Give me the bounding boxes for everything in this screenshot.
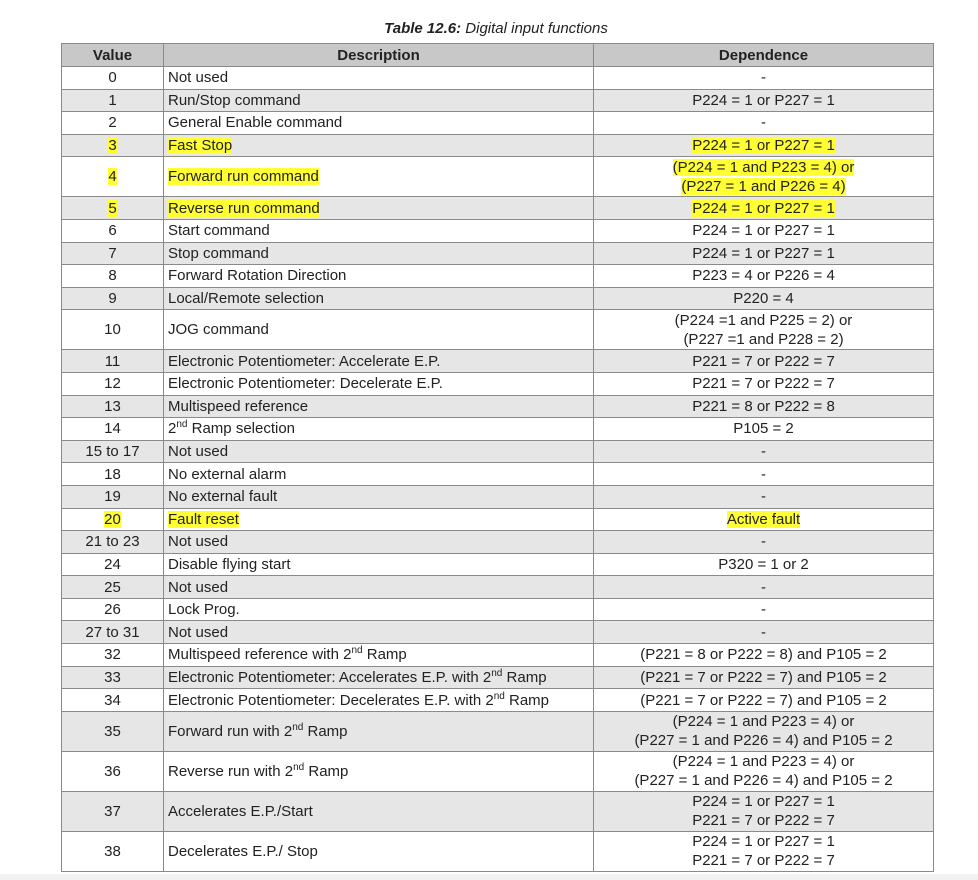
value-text: 38	[104, 842, 121, 860]
table-row	[62, 242, 934, 265]
cell-value	[62, 197, 164, 220]
dependence-line: (P224 =1 and P225 = 2) or	[674, 311, 853, 329]
value-text: 36	[104, 762, 121, 780]
dependence-line: -	[761, 488, 766, 506]
cell-value	[62, 576, 164, 599]
table-row	[62, 485, 934, 508]
dependence-line: P224 = 1 or P227 = 1	[692, 91, 835, 109]
dependence-line: -	[761, 114, 766, 132]
table-row	[62, 576, 934, 599]
dependence-line: -	[761, 578, 766, 596]
value-text: 24	[104, 555, 121, 573]
description-text: Stop command	[168, 244, 269, 262]
cell-value	[62, 463, 164, 486]
cell-value	[62, 508, 164, 531]
dependence-line: (P227 = 1 and P226 = 4)	[681, 177, 846, 195]
cell-description	[164, 791, 594, 831]
dependence-line: -	[761, 601, 766, 619]
dependence-line: P220 = 4	[733, 290, 794, 308]
dependence-line: P224 = 1 or P227 = 1	[692, 833, 835, 851]
value-text: 21 to 23	[85, 533, 140, 551]
value-text: 34	[104, 691, 121, 709]
cell-dependence	[594, 791, 934, 831]
description-text: Fast Stop	[168, 137, 233, 155]
dependence-line: -	[761, 533, 766, 551]
table-row	[62, 463, 934, 486]
cell-description	[164, 350, 594, 373]
value-text: 20	[104, 510, 121, 528]
cell-dependence	[594, 219, 934, 242]
cell-description	[164, 242, 594, 265]
table-row	[62, 791, 934, 831]
value-text: 6	[108, 222, 117, 240]
cell-description	[164, 89, 594, 112]
cell-dependence	[594, 711, 934, 751]
table-body	[62, 67, 934, 872]
cell-value	[62, 350, 164, 373]
cell-value	[62, 242, 164, 265]
description-text: JOG command	[168, 321, 269, 339]
description-text: General Enable command	[168, 114, 343, 132]
value-text: 8	[108, 267, 117, 285]
value-text: 12	[104, 375, 121, 393]
cell-dependence	[594, 831, 934, 871]
cell-value	[62, 219, 164, 242]
dependence-line: P221 = 8 or P222 = 8	[692, 397, 835, 415]
dependence-line: P221 = 7 or P222 = 7	[692, 852, 835, 870]
cell-dependence	[594, 242, 934, 265]
value-text: 13	[104, 397, 121, 415]
cell-value	[62, 112, 164, 135]
dependence-line: -	[761, 443, 766, 461]
cell-description	[164, 418, 594, 441]
cell-value	[62, 485, 164, 508]
cell-value	[62, 157, 164, 197]
cell-value	[62, 711, 164, 751]
table-row	[62, 666, 934, 689]
dependence-line: (P227 = 1 and P226 = 4) and P105 = 2	[634, 772, 893, 790]
cell-value	[62, 418, 164, 441]
dependence-line: P224 = 1 or P227 = 1	[692, 199, 835, 217]
value-text: 37	[104, 802, 121, 820]
table-row	[62, 395, 934, 418]
value-text: 0	[108, 69, 117, 87]
cell-dependence	[594, 89, 934, 112]
description-text: Electronic Potentiometer: Accelerate E.P.	[168, 352, 441, 370]
description-text: No external fault	[168, 488, 278, 506]
cell-value	[62, 666, 164, 689]
table-row	[62, 831, 934, 871]
description-text: Fault reset	[168, 510, 239, 528]
cell-value	[62, 134, 164, 157]
description-text: Not used	[168, 443, 229, 461]
value-text: 32	[104, 646, 121, 664]
cell-description	[164, 553, 594, 576]
description-text: Electronic Potentiometer: Decelerates E.P. with 2nd Ramp	[168, 690, 550, 709]
header-description: Description	[164, 44, 594, 67]
page-bottom-edge	[0, 874, 978, 880]
value-text: 19	[104, 488, 121, 506]
dependence-line: P221 = 7 or P222 = 7	[692, 375, 835, 393]
cell-dependence	[594, 395, 934, 418]
table-row	[62, 553, 934, 576]
description-text: Disable flying start	[168, 555, 291, 573]
cell-dependence	[594, 598, 934, 621]
table-row	[62, 689, 934, 712]
value-text: 35	[104, 722, 121, 740]
dependence-line: -	[761, 623, 766, 641]
header-value: Value	[62, 44, 164, 67]
table-row	[62, 67, 934, 90]
dependence-line: (P227 =1 and P228 = 2)	[683, 330, 844, 348]
dependence-line: P221 = 7 or P222 = 7	[692, 812, 835, 830]
table-header-row	[62, 44, 934, 67]
cell-value	[62, 310, 164, 350]
dependence-line: P221 = 7 or P222 = 7	[692, 352, 835, 370]
cell-dependence	[594, 67, 934, 90]
table-row	[62, 89, 934, 112]
cell-description	[164, 372, 594, 395]
table-row	[62, 711, 934, 751]
value-text: 33	[104, 668, 121, 686]
value-text: 11	[104, 352, 121, 370]
cell-description	[164, 287, 594, 310]
cell-dependence	[594, 553, 934, 576]
table-row	[62, 157, 934, 197]
cell-description	[164, 485, 594, 508]
value-text: 1	[108, 91, 117, 109]
cell-dependence	[594, 134, 934, 157]
dependence-line: (P224 = 1 and P223 = 4) or	[672, 713, 855, 731]
dependence-line: P224 = 1 or P227 = 1	[692, 793, 835, 811]
digital-input-functions-table	[61, 43, 934, 872]
value-text: 25	[104, 578, 121, 596]
header-dependence: Dependence	[594, 44, 934, 67]
dependence-line: P105 = 2	[733, 420, 794, 438]
value-text: 14	[104, 420, 121, 438]
cell-dependence	[594, 350, 934, 373]
cell-value	[62, 791, 164, 831]
table-row	[62, 508, 934, 531]
cell-description	[164, 463, 594, 486]
cell-dependence	[594, 197, 934, 220]
cell-dependence	[594, 751, 934, 791]
description-text: Accelerates E.P./Start	[168, 802, 313, 820]
cell-dependence	[594, 621, 934, 644]
cell-dependence	[594, 485, 934, 508]
description-text: 2nd Ramp selection	[168, 419, 296, 438]
cell-dependence	[594, 689, 934, 712]
table-caption	[0, 20, 978, 37]
cell-description	[164, 219, 594, 242]
cell-description	[164, 265, 594, 288]
table-row	[62, 644, 934, 667]
cell-description	[164, 689, 594, 712]
value-text: 10	[104, 321, 121, 339]
cell-dependence	[594, 418, 934, 441]
value-text: 18	[104, 465, 121, 483]
value-text: 7	[108, 244, 117, 262]
table-row	[62, 440, 934, 463]
table-row	[62, 265, 934, 288]
description-text: Electronic Potentiometer: Decelerate E.P.	[168, 375, 443, 393]
table-row	[62, 418, 934, 441]
table-row	[62, 219, 934, 242]
description-text: Start command	[168, 222, 270, 240]
cell-description	[164, 157, 594, 197]
cell-description	[164, 508, 594, 531]
table-row	[62, 531, 934, 554]
table-row	[62, 372, 934, 395]
cell-description	[164, 112, 594, 135]
description-text: Multispeed reference with 2nd Ramp	[168, 645, 407, 664]
cell-dependence	[594, 463, 934, 486]
dependence-line: P224 = 1 or P227 = 1	[692, 244, 835, 262]
cell-value	[62, 831, 164, 871]
cell-value	[62, 372, 164, 395]
cell-dependence	[594, 287, 934, 310]
cell-description	[164, 197, 594, 220]
table-caption-label: Table 12.6:	[384, 20, 462, 37]
dependence-line: P224 = 1 or P227 = 1	[692, 137, 835, 155]
cell-dependence	[594, 576, 934, 599]
description-text: Reverse run with 2nd Ramp	[168, 761, 349, 780]
description-text: Electronic Potentiometer: Accelerates E.P. with 2nd Ramp	[168, 667, 547, 686]
description-text: Decelerates E.P./ Stop	[168, 842, 318, 860]
cell-dependence	[594, 157, 934, 197]
table-row	[62, 621, 934, 644]
value-text: 15 to 17	[85, 443, 140, 461]
description-text: Reverse run command	[168, 199, 320, 217]
description-text: Forward run with 2nd Ramp	[168, 721, 348, 740]
cell-value	[62, 287, 164, 310]
description-text: Forward run command	[168, 168, 319, 186]
value-text: 9	[108, 290, 117, 308]
cell-value	[62, 531, 164, 554]
table-row	[62, 197, 934, 220]
cell-description	[164, 67, 594, 90]
cell-dependence	[594, 112, 934, 135]
table-row	[62, 751, 934, 791]
cell-dependence	[594, 666, 934, 689]
dependence-line: (P224 = 1 and P223 = 4) or	[672, 158, 855, 176]
value-text: 2	[108, 114, 117, 132]
cell-description	[164, 440, 594, 463]
table-row	[62, 350, 934, 373]
value-text: 5	[108, 199, 117, 217]
cell-dependence	[594, 644, 934, 667]
description-text: Not used	[168, 533, 229, 551]
description-text: Run/Stop command	[168, 91, 301, 109]
description-text: Multispeed reference	[168, 397, 309, 415]
cell-value	[62, 67, 164, 90]
table-row	[62, 134, 934, 157]
table-row	[62, 112, 934, 135]
description-text: Not used	[168, 623, 229, 641]
cell-value	[62, 621, 164, 644]
dependence-line: P224 = 1 or P227 = 1	[692, 222, 835, 240]
dependence-line: -	[761, 69, 766, 87]
cell-value	[62, 689, 164, 712]
cell-value	[62, 89, 164, 112]
cell-dependence	[594, 531, 934, 554]
dependence-line: P320 = 1 or 2	[718, 555, 809, 573]
cell-description	[164, 134, 594, 157]
table-caption-text: Digital input functions	[461, 20, 608, 37]
cell-description	[164, 644, 594, 667]
cell-value	[62, 265, 164, 288]
description-text: Lock Prog.	[168, 601, 240, 619]
cell-description	[164, 621, 594, 644]
dependence-line: Active fault	[726, 510, 801, 528]
table-row	[62, 598, 934, 621]
cell-description	[164, 576, 594, 599]
description-text: Not used	[168, 69, 229, 87]
description-text: No external alarm	[168, 465, 287, 483]
cell-description	[164, 831, 594, 871]
cell-dependence	[594, 440, 934, 463]
cell-value	[62, 751, 164, 791]
cell-description	[164, 531, 594, 554]
cell-dependence	[594, 508, 934, 531]
value-text: 26	[104, 601, 121, 619]
description-text: Not used	[168, 578, 229, 596]
cell-value	[62, 395, 164, 418]
cell-description	[164, 395, 594, 418]
table-row	[62, 310, 934, 350]
table-row	[62, 287, 934, 310]
value-text: 27 to 31	[85, 623, 140, 641]
value-text: 4	[108, 168, 117, 186]
cell-value	[62, 440, 164, 463]
cell-description	[164, 310, 594, 350]
dependence-line: (P224 = 1 and P223 = 4) or	[672, 753, 855, 771]
value-text: 3	[108, 137, 117, 155]
cell-description	[164, 666, 594, 689]
cell-dependence	[594, 265, 934, 288]
dependence-line: -	[761, 465, 766, 483]
dependence-line: (P227 = 1 and P226 = 4) and P105 = 2	[634, 732, 893, 750]
cell-value	[62, 644, 164, 667]
dependence-line: P223 = 4 or P226 = 4	[692, 267, 835, 285]
cell-value	[62, 553, 164, 576]
dependence-line: (P221 = 7 or P222 = 7) and P105 = 2	[640, 691, 887, 709]
cell-description	[164, 711, 594, 751]
dependence-line: (P221 = 7 or P222 = 7) and P105 = 2	[640, 668, 887, 686]
description-text: Local/Remote selection	[168, 290, 324, 308]
cell-dependence	[594, 310, 934, 350]
cell-description	[164, 751, 594, 791]
cell-dependence	[594, 372, 934, 395]
description-text: Forward Rotation Direction	[168, 267, 347, 285]
dependence-line: (P221 = 8 or P222 = 8) and P105 = 2	[640, 646, 887, 664]
cell-value	[62, 598, 164, 621]
cell-description	[164, 598, 594, 621]
